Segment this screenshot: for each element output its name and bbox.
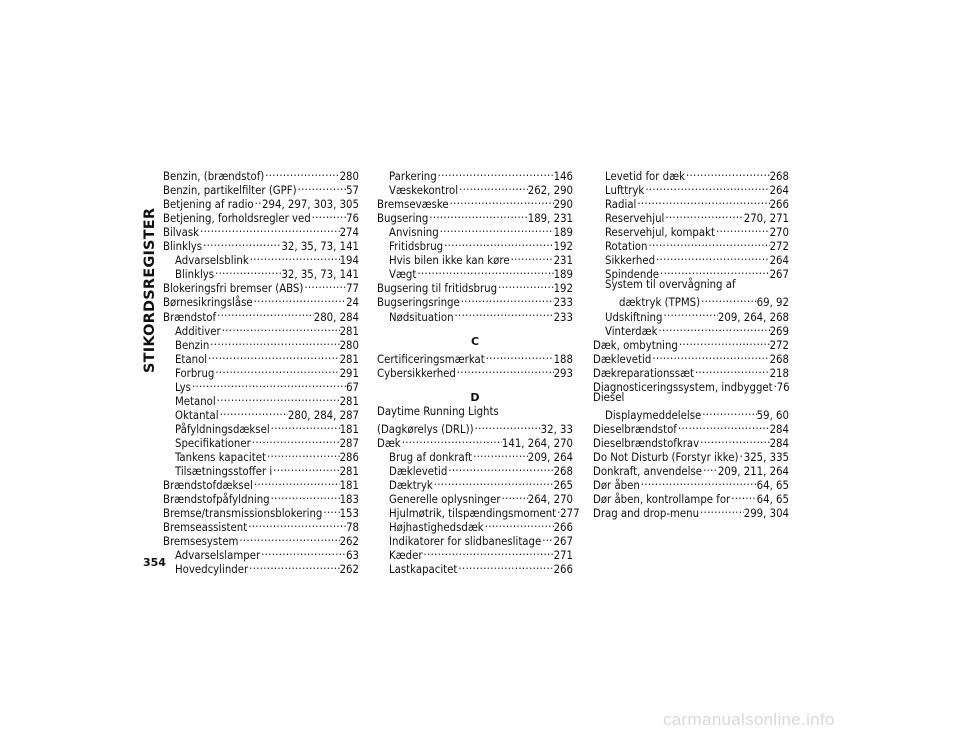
index-entry-pages: 63 <box>346 549 359 563</box>
index-entry-pages: 281 <box>339 465 359 479</box>
index-entry-pages: 192 <box>553 282 573 296</box>
index-entry-label: Generelle oplysninger <box>389 493 501 507</box>
index-entry-label: Indikatorer for slidbaneslitage <box>389 535 542 549</box>
index-entry-label: Certificeringsmærkat <box>377 352 485 366</box>
index-entry-label: Dæklevetid <box>593 352 652 366</box>
dot-leader <box>416 264 553 278</box>
dot-leader <box>773 377 777 391</box>
index-entry-pages: 274 <box>339 226 359 240</box>
index-entry-label: Betjening af radio <box>163 198 254 212</box>
index-entry-label: Metanol <box>175 394 216 408</box>
index-entry <box>377 419 573 436</box>
index-entry-label: Lys <box>175 380 191 394</box>
dot-leader <box>270 419 340 433</box>
index-entry-label: Dør åben <box>593 479 640 493</box>
index-entry-label: Spindende <box>605 268 660 282</box>
dot-leader <box>191 377 346 391</box>
index-entry-pages: 272 <box>769 338 789 352</box>
index-entry-pages: 209, 211, 264 <box>717 465 789 479</box>
index-entry-label: Bilvask <box>163 226 200 240</box>
index-entry-label: Vægt <box>389 268 417 282</box>
index-entry-label: Påfyldningsdæksel <box>175 422 270 436</box>
index-entry-pages: 77 <box>346 282 359 296</box>
dot-leader <box>659 264 770 278</box>
index-entry-pages: 265 <box>553 479 573 493</box>
index-entry-label: Vinterdæk <box>605 324 658 338</box>
dot-leader <box>251 433 340 447</box>
dot-leader <box>216 391 340 405</box>
dot-leader <box>311 208 346 222</box>
index-entry-label: Drag and drop-menu <box>593 507 700 521</box>
index-entry-pages: 280, 284, 287 <box>287 408 359 422</box>
index-entry-label: System til overvågning af <box>605 278 736 292</box>
dot-leader <box>484 517 554 531</box>
dot-leader <box>647 236 769 250</box>
index-entry-pages: 64, 65 <box>756 493 789 507</box>
index-entry-pages: 268 <box>769 170 789 184</box>
dot-leader <box>207 349 339 363</box>
index-entry-label: Bugsering til fritidsbrug <box>377 282 498 296</box>
dot-leader <box>699 433 769 447</box>
index-entry-label: Bugsering <box>377 212 429 226</box>
index-subentry <box>377 166 573 184</box>
index-letter-heading: C <box>470 334 480 348</box>
index-entry-pages: 188 <box>553 352 573 366</box>
index-entry-label: Bremse/transmissionsblokering <box>163 507 323 521</box>
index-entry-label: Lufttryk <box>605 184 645 198</box>
index-column-2 <box>377 166 580 577</box>
index-entry-pages: 291 <box>339 366 359 380</box>
index-entry-pages: 64, 65 <box>756 479 789 493</box>
index-subentry <box>593 166 789 184</box>
index-entry-pages: 284 <box>769 422 789 436</box>
dot-leader <box>685 166 770 180</box>
index-entry-label: Brændstof <box>163 310 217 324</box>
dot-leader <box>457 559 553 573</box>
dot-leader <box>658 321 770 335</box>
index-entry-pages: 32, 33 <box>540 422 573 436</box>
index-entry-label: Sikkerhed <box>605 254 656 268</box>
dot-leader <box>678 335 770 349</box>
dot-leader <box>297 180 346 194</box>
dot-leader <box>715 222 770 236</box>
index-entry-label: Donkraft, anvendelse <box>593 465 703 479</box>
index-entry-label: Dør åben, kontrollampe for <box>593 493 731 507</box>
dot-leader <box>433 475 554 489</box>
dot-leader <box>249 250 340 264</box>
index-entry-label: Udskiftning <box>605 310 663 324</box>
index-entry-pages: 266 <box>769 198 789 212</box>
index-entry <box>163 166 359 184</box>
index-entry-pages: 153 <box>339 507 359 521</box>
index-subentry <box>163 377 359 394</box>
dot-leader <box>730 489 756 503</box>
dot-leader <box>677 419 770 433</box>
index-letter-heading: D <box>470 390 480 404</box>
dot-leader <box>219 405 288 419</box>
index-entry-label: (Dagkørelys (DRL)) <box>377 422 474 436</box>
index-entry-label: Dæk, ombytning <box>593 338 678 352</box>
dot-leader <box>260 545 346 559</box>
index-entry-label: Tankens kapacitet <box>175 450 266 464</box>
index-entry-pages: 267 <box>769 268 789 282</box>
index-entry-pages: 264 <box>769 254 789 268</box>
dot-leader <box>556 503 560 517</box>
dot-leader <box>270 489 340 503</box>
index-entry-pages: 270, 271 <box>743 212 789 226</box>
index-entry-label: Nødsituation <box>389 310 454 324</box>
index-entry-label: Dæklevetid <box>389 465 448 479</box>
index-entry-pages: 266 <box>553 521 573 535</box>
index-entry-label: Børnesikringslåse <box>163 296 253 310</box>
index-entry-pages: 181 <box>339 422 359 436</box>
index-entry-label: Reservehjul <box>605 212 665 226</box>
index-entry-pages: 286 <box>339 450 359 464</box>
index-entry-label: Lastkapacitet <box>389 563 458 577</box>
index-entry-pages: 271 <box>553 549 573 563</box>
index-entry-pages: 69, 92 <box>756 296 789 310</box>
index-entry-pages: 262 <box>339 563 359 577</box>
index-entry-pages: 290 <box>553 198 573 212</box>
index-entry-pages: 280 <box>339 338 359 352</box>
dot-leader <box>199 222 340 236</box>
index-entry-label: dæktryk (TPMS) <box>619 296 701 310</box>
index-entry-pages: 287 <box>339 436 359 450</box>
index-entry-pages: 280 <box>339 170 359 184</box>
dot-leader <box>214 264 281 278</box>
dot-leader <box>472 447 528 461</box>
index-entry-label: Radial <box>605 198 637 212</box>
dot-leader <box>437 166 554 180</box>
dot-leader <box>662 306 717 320</box>
index-section-title <box>142 167 158 373</box>
index-entry-pages: 272 <box>769 240 789 254</box>
index-entry-pages: 146 <box>553 170 573 184</box>
dot-leader <box>485 349 554 363</box>
index-entry-pages: 209, 264 <box>527 450 573 464</box>
index-entry-pages: 59, 60 <box>756 408 789 422</box>
index-entry-pages: 281 <box>339 394 359 408</box>
dot-leader <box>541 531 553 545</box>
index-entry-label: Cybersikkerhed <box>377 366 456 380</box>
dot-leader <box>447 461 553 475</box>
index-entry-pages: 183 <box>339 493 359 507</box>
dot-leader <box>253 292 346 306</box>
index-entry-pages: 233 <box>553 296 573 310</box>
index-entry-pages: 268 <box>769 352 789 366</box>
index-entry-label: Hovedcylinder <box>175 563 249 577</box>
index-entry-pages: 192 <box>553 240 573 254</box>
dot-leader <box>456 363 554 377</box>
index-entry-pages: 277 <box>560 507 580 521</box>
dot-leader <box>401 433 502 447</box>
index-entry-label: Bugseringsringe <box>377 296 460 310</box>
index-entry-label: Diesel <box>593 390 625 404</box>
index-entry-label: Benzin <box>175 338 210 352</box>
index-entry-pages: 264 <box>769 184 789 198</box>
index-entry-pages: 141, 264, 270 <box>501 436 573 450</box>
dot-leader <box>254 194 262 208</box>
index-entry-label: Displaymeddelelse <box>605 408 702 422</box>
index-entry-label: Kæder <box>389 549 423 563</box>
index-entry-pages: 32, 35, 73, 141 <box>281 268 359 282</box>
index-entry-pages: 268 <box>553 465 573 479</box>
dot-leader <box>694 363 770 377</box>
dot-leader <box>266 447 340 461</box>
index-entry-label: Blinklys <box>175 268 215 282</box>
index-entry-label: Advarselsblink <box>175 254 249 268</box>
dot-leader <box>497 278 554 292</box>
index-entry <box>377 405 573 419</box>
dot-leader <box>247 517 346 531</box>
index-entry-pages: 294, 297, 303, 305 <box>262 198 359 212</box>
index-entry-pages: 267 <box>553 535 573 549</box>
dot-leader <box>651 349 769 363</box>
index-entry-label: Reservehjul, kompakt <box>605 226 715 240</box>
dot-leader <box>501 489 528 503</box>
index-entry-pages: 293 <box>553 366 573 380</box>
dot-leader <box>264 166 339 180</box>
dot-leader <box>303 278 346 292</box>
index-entry-label: Forbrug <box>175 366 215 380</box>
dot-leader <box>458 180 528 194</box>
index-entry-label: Benzin, (brændstof) <box>163 170 265 184</box>
index-entry-label: Betjening, forholdsregler ved <box>163 212 311 226</box>
dot-leader <box>454 306 554 320</box>
dot-leader <box>221 321 340 335</box>
index-subentry <box>593 405 789 422</box>
dot-leader <box>699 503 744 517</box>
index-entry-label: Dieselbrændstof <box>593 422 677 436</box>
index-entry-label: Væskekontrol <box>389 184 459 198</box>
index-entry-pages: 76 <box>776 380 790 394</box>
index-entry-label: Rotation <box>605 240 648 254</box>
watermark-text: carmanualsonline.info <box>663 710 835 729</box>
dot-leader <box>655 250 770 264</box>
index-column-1 <box>163 166 359 577</box>
index-entry-label: Benzin, partikelfilter (GPF) <box>163 184 297 198</box>
index-entry-pages: 262, 290 <box>527 184 573 198</box>
index-entry-label: Dækreparationssæt <box>593 366 694 380</box>
index-entry-pages: 231 <box>553 254 573 268</box>
index-entry-pages: 76 <box>346 212 359 226</box>
dot-leader <box>209 335 339 349</box>
index-entry-label: Brændstofpåfyldning <box>163 493 270 507</box>
page-number: 354 <box>143 556 166 569</box>
index-entry-pages: 189, 231 <box>527 212 573 226</box>
index-entry-label: Fritidsbrug <box>389 240 444 254</box>
index-entry-pages: 284 <box>769 436 789 450</box>
dot-leader <box>216 306 314 320</box>
index-entry-pages: 78 <box>346 521 359 535</box>
index-entry-pages: 233 <box>553 310 573 324</box>
index-entry-label: Bremseassistent <box>163 521 248 535</box>
index-entry-label: Dæktryk <box>389 479 433 493</box>
index-entry-label: Blokeringsfri bremser (ABS) <box>163 282 304 296</box>
dot-leader <box>214 363 339 377</box>
index-subentry <box>593 292 789 310</box>
index-column-3 <box>593 166 790 521</box>
index-subentry <box>163 391 359 408</box>
dot-leader <box>474 419 541 433</box>
index-entry-label: Hjulmøtrik, tilspændingsmoment <box>389 507 557 521</box>
dot-leader <box>640 475 757 489</box>
index-entry-pages: 189 <box>553 226 573 240</box>
index-entry-pages: 281 <box>339 352 359 366</box>
index-entry-label: Daytime Running Lights <box>377 404 499 418</box>
dot-leader <box>272 461 339 475</box>
index-entry-label: Specifikationer <box>175 436 251 450</box>
dot-leader <box>238 531 339 545</box>
index-entry-pages: 325, 335 <box>743 450 789 464</box>
index-entry-label: Bremsesystem <box>163 535 239 549</box>
index-entry-pages: 194 <box>339 254 359 268</box>
index-entry-pages: 280, 284 <box>313 310 359 324</box>
dot-leader <box>738 447 743 461</box>
index-entry-label: Brug af donkraft <box>389 450 473 464</box>
index-entry-pages: 266 <box>553 563 573 577</box>
index-entry-pages: 67 <box>346 380 359 394</box>
index-entry-pages: 281 <box>339 324 359 338</box>
dot-leader <box>636 194 769 208</box>
index-entry-label: Bremsevæske <box>377 198 449 212</box>
index-entry-label: Højhastighedsdæk <box>389 521 484 535</box>
dot-leader <box>443 236 553 250</box>
index-entry-label: Dieselbrændstofkrav <box>593 436 700 450</box>
index-entry-pages: 299, 304 <box>743 507 789 521</box>
dot-leader <box>449 194 554 208</box>
dot-leader <box>700 292 757 306</box>
dot-leader <box>510 250 554 264</box>
index-entry-label: Diagnosticeringssystem, indbygget <box>593 380 773 394</box>
dot-leader <box>702 461 718 475</box>
index-entry-label: Dæk <box>377 436 401 450</box>
index-entry-pages: 24 <box>346 296 359 310</box>
dot-leader <box>248 559 339 573</box>
index-entry-pages: 32, 35, 73, 141 <box>281 240 359 254</box>
index-subentry <box>593 278 789 292</box>
index-entry-label: Levetid for dæk <box>605 170 685 184</box>
dot-leader <box>322 503 339 517</box>
index-entry-label: Brændstofdæksel <box>163 479 253 493</box>
dot-leader <box>460 292 554 306</box>
index-entry-pages: 262 <box>339 535 359 549</box>
index-entry-pages: 209, 264, 268 <box>717 310 789 324</box>
dot-leader <box>644 180 769 194</box>
index-entry-pages: 181 <box>339 479 359 493</box>
index-entry-label: Etanol <box>175 352 208 366</box>
index-entry-pages: 189 <box>553 268 573 282</box>
dot-leader <box>428 208 527 222</box>
dot-leader <box>701 405 756 419</box>
index-entry-label: Blinklys <box>163 240 203 254</box>
index-entry-label: Hvis bilen ikke kan køre <box>389 254 510 268</box>
index-entry-label: Advarselslamper <box>175 549 261 563</box>
dot-leader <box>253 475 340 489</box>
index-entry <box>377 349 573 366</box>
index-entry-pages: 264, 270 <box>527 493 573 507</box>
index-entry-pages: 57 <box>346 184 359 198</box>
index-entry-pages: 270 <box>769 226 789 240</box>
index-entry-label: Additiver <box>175 324 221 338</box>
index-entry-label: Oktantal <box>175 408 219 422</box>
dot-leader <box>423 545 554 559</box>
index-entry-pages: 269 <box>769 324 789 338</box>
dot-leader <box>664 208 743 222</box>
dot-leader <box>439 222 554 236</box>
index-entry-label: Do Not Disturb (Forstyr ikke) <box>593 450 739 464</box>
index-entry-label: Parkering <box>389 170 437 184</box>
dot-leader <box>202 236 281 250</box>
index-entry-label: Anvisning <box>389 226 439 240</box>
index-entry-pages: 218 <box>769 366 789 380</box>
index-section-title-text: STIKORDSREGISTER <box>142 207 158 373</box>
index-entry-label: Tilsætningsstoffer i <box>175 465 273 479</box>
